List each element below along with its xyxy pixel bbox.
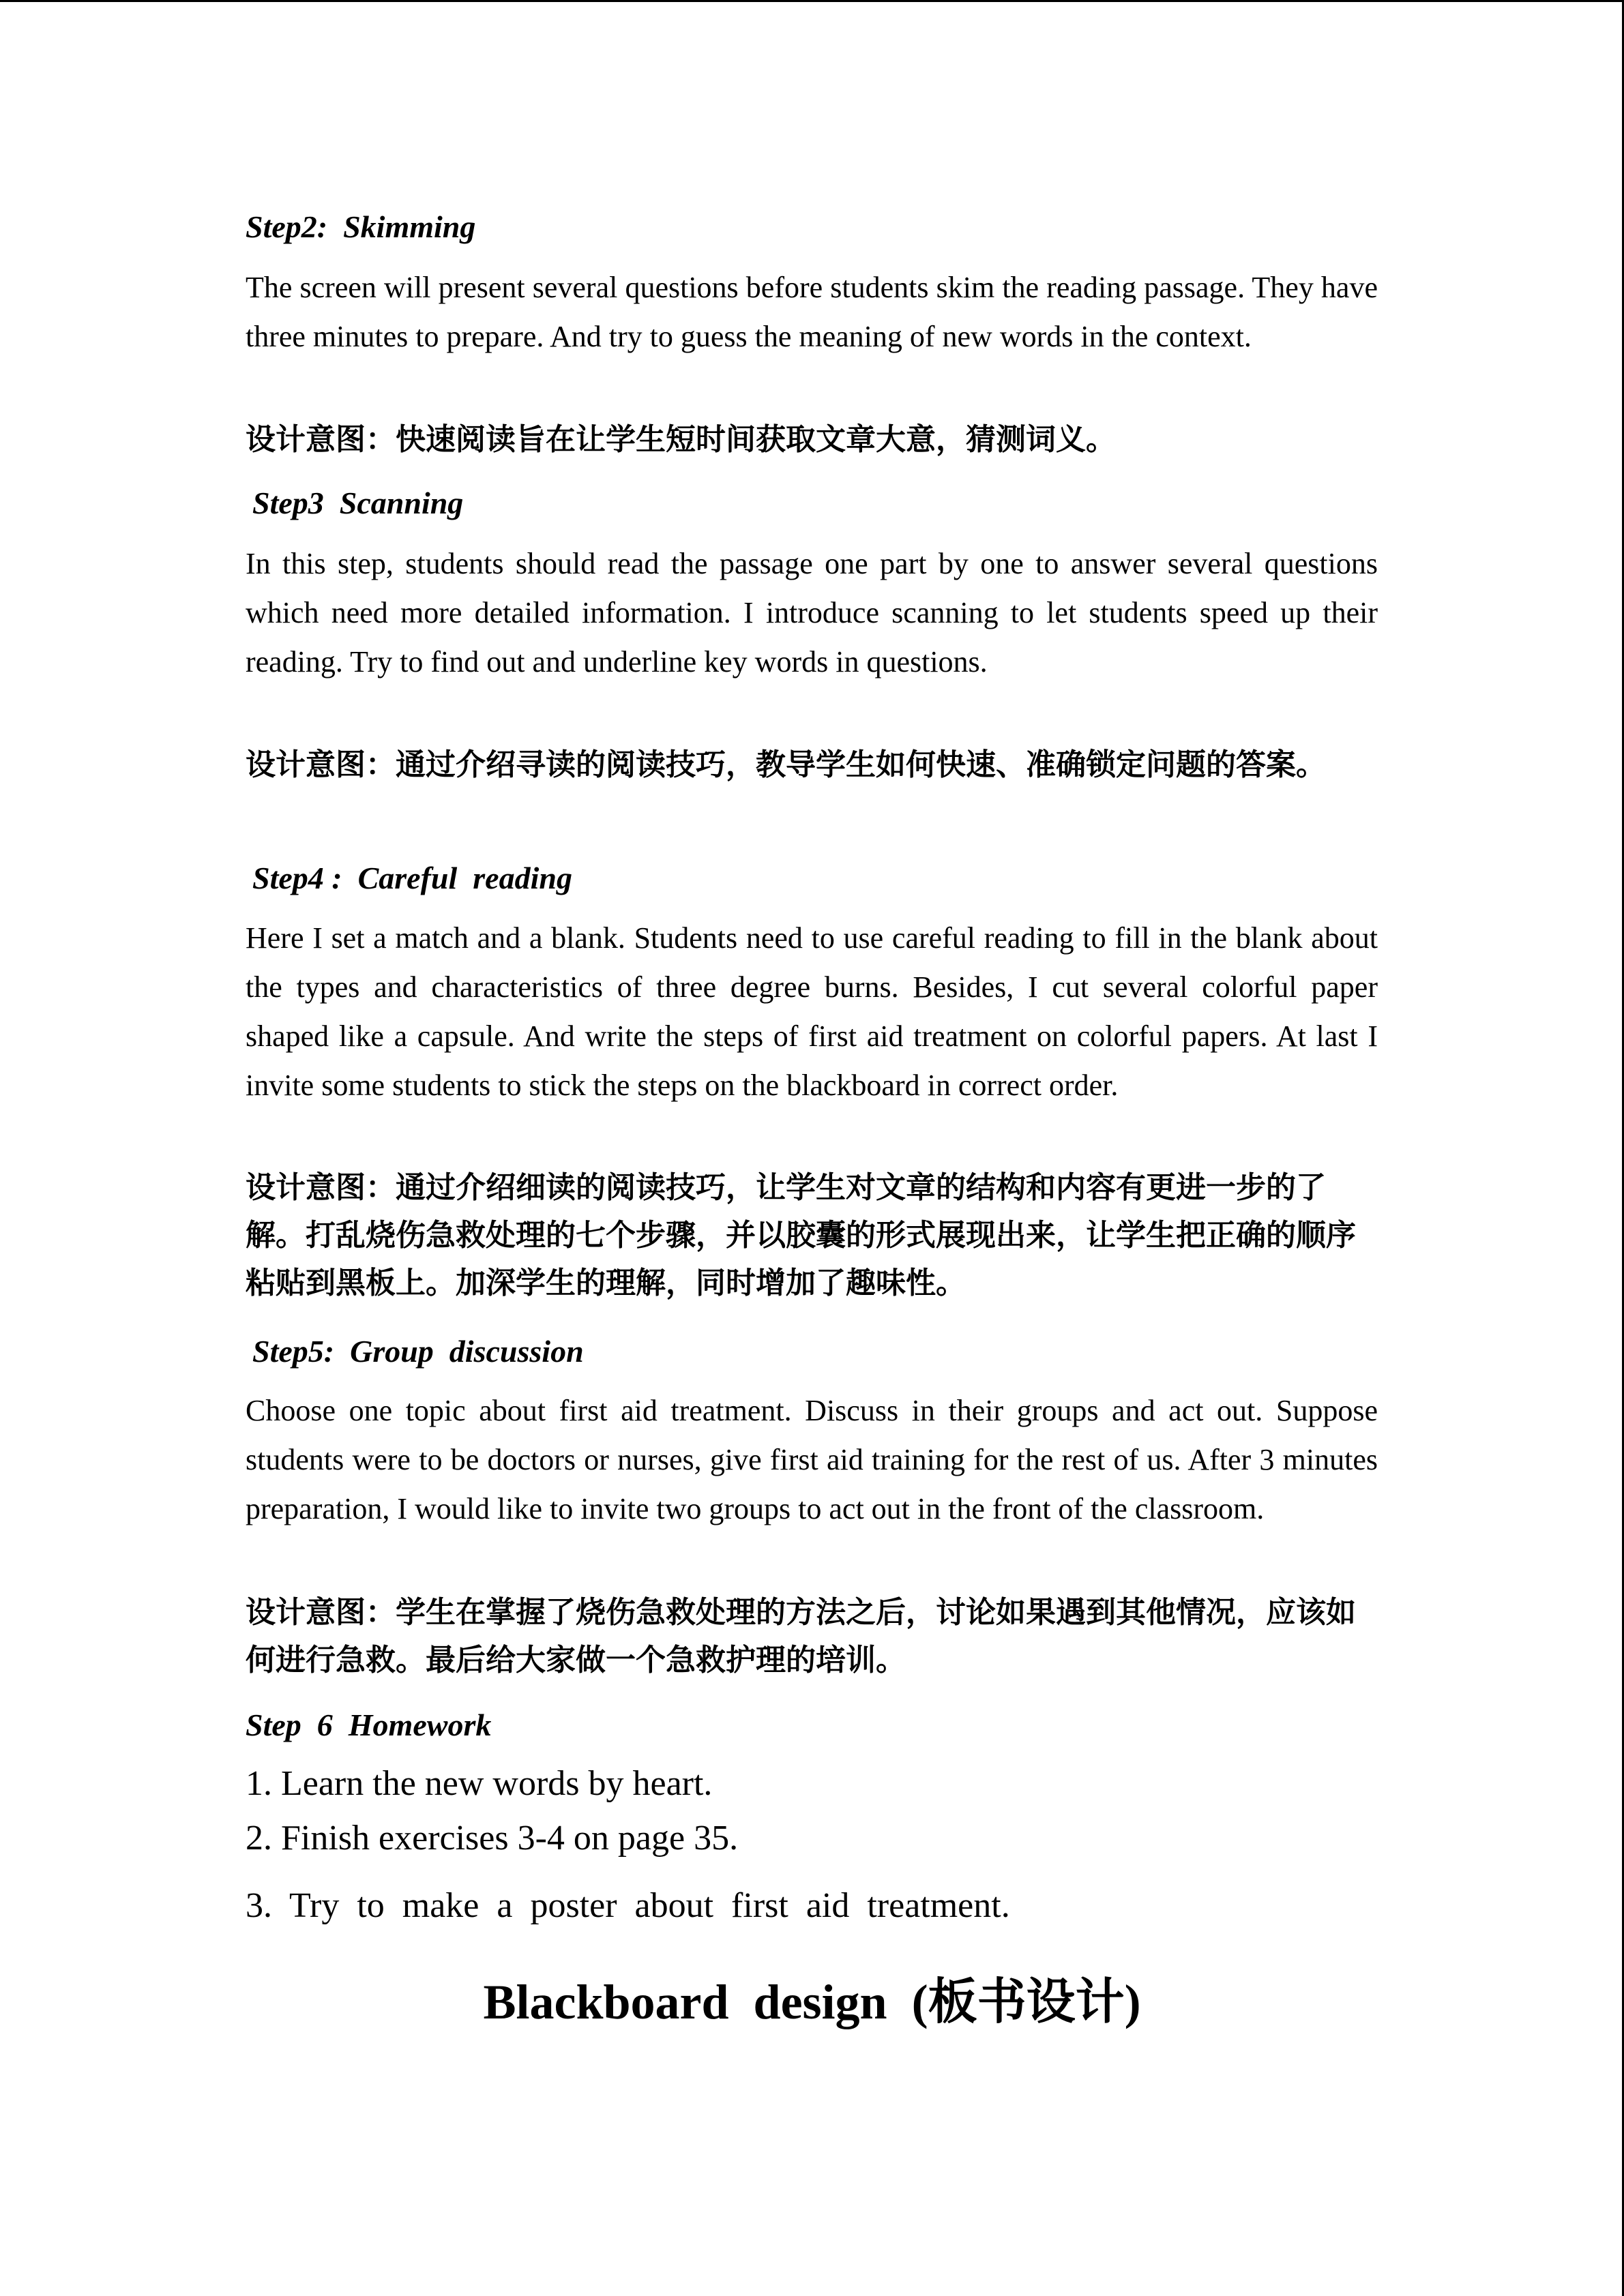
step2-design-intent: 设计意图：快速阅读旨在让学生短时间获取文章大意，猜测词义。	[246, 422, 1116, 457]
step3-heading: Step3 Scanning	[252, 486, 464, 520]
step2-body: The screen will present several questions before students skim the reading passage. They have three minutes to prepare. And try to guess the meaning of new words in the context.	[246, 271, 1378, 353]
step2-heading: Step2: Skimming	[246, 209, 476, 244]
step4-body: Here I set a match and a blank. Students need to use careful reading to fill in the blank about the types and characteristics of three degree burns. Besides, I cut several colorful paper shaped like a capsule. And write the steps of first aid treatment on colorful papers. At last I invite some students to stick the steps on the blackboard in correct order.	[246, 921, 1378, 1102]
step5-body: Choose one topic about first aid treatment. Discuss in their groups and act out. Suppose students were to be doctors or nurses, give first aid training for the rest of us. After 3 minutes preparation, I would like to invite two groups to act out in the front of the classroom.	[246, 1394, 1378, 1525]
step3-body: In this step, students should read the passage one part by one to answer several questions which need more detailed information. I introduce scanning to let students speed up their reading. Try to find out and underline key words in questions.	[246, 547, 1378, 679]
homework-item: 2. Finish exercises 3-4 on page 35.	[246, 1819, 739, 1858]
step6-heading: Step 6 Homework	[246, 1708, 492, 1742]
homework-item: 1. Learn the new words by heart.	[246, 1764, 713, 1803]
blackboard-design-title: Blackboard design (板书设计)	[483, 1975, 1141, 2029]
step5-heading: Step5: Group discussion	[252, 1334, 584, 1369]
step3-design-intent: 设计意图：通过介绍寻读的阅读技巧，教导学生如何快速、准确锁定问题的答案。	[246, 747, 1326, 782]
step4-heading: Step4 : Careful reading	[252, 861, 572, 895]
page-top-border	[0, 0, 1624, 2]
homework-item: 3. Try to make a poster about first aid treatment.	[246, 1886, 1010, 1925]
step5-design-intent: 设计意图：学生在掌握了烧伤急救处理的方法之后，讨论如果遇到其他情况，应该如何进行急救。最后给大家做一个急救护理的培训。	[246, 1595, 1356, 1678]
step4-design-intent: 设计意图：通过介绍细读的阅读技巧，让学生对文章的结构和内容有更进一步的了解。打乱烧伤急救处理的七个步骤，并以胶囊的形式展现出来，让学生把正确的顺序粘贴到黑板上。加深学生的理解，同时增加了趣味性。	[246, 1170, 1356, 1300]
